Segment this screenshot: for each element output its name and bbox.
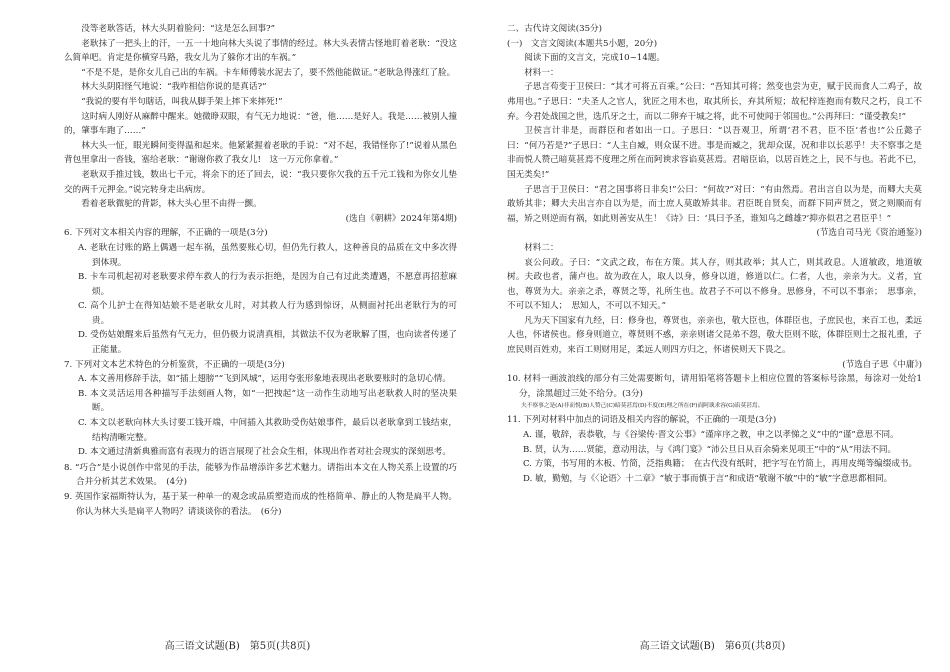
story-paragraph: 这时病人刚好从麻醉中醒来。她微睁双眼，有气无力地说：“爸，他……是好人。我是……被别人撞的，肇事车跑了……”	[64, 111, 457, 137]
question-stem: 6. 下列对文本相关内容的理解，不正确的一项是(3分)	[64, 228, 268, 239]
option-b: B. 贤，认为……贤能，意动用法，与《鸿门宴》“沛公旦日从百余骑来见项王”中的“从”用法不同。	[523, 444, 897, 455]
section-heading: 二、古代诗文阅读(35分)	[507, 24, 602, 34]
option-b: B. 本文灵活运用各种描写手法刻画人物，如“一把拽起”这一动作生动地写出老耿救人时的坚决果断。	[78, 388, 457, 414]
material-1-paragraph: 卫侯言计非是，而群臣和者如出一口。子思曰：“以吾观卫，所谓‘君不君，臣不臣’者也!”公丘懿子曰：“何乃若是?”子思曰：“人主自臧，则众谋不进。事是而臧之，犹却众谋，况和非以长恶乎！夫不察事之是非而悦人赞己暗莫甚焉不度理之所在而阿谀求容谄莫甚焉。君暗臣谄，以居百姓之上，民不与也。若此不已，国无类矣!”	[507, 126, 922, 180]
story-paragraph: “不是不是，是你女儿自己出的车祸。卡车师傅装水泥去了，要不然他能做证。”老耿急得涨红了脸。	[81, 67, 456, 78]
story-paragraph: 老耿双手推过钱，数出七千元，将余下的还了回去，说：“我只要你欠我的五千元工钱和为你女儿垫交的两千元押金。”说完转身走出病房。	[64, 169, 457, 195]
option-a: A. 谨，敬辞，表恭敬，与《谷梁传·晋文公事》“谨庠序之教，申之以孝悌之义”中的“谨”意思不同。	[523, 430, 899, 441]
question-11	[507, 413, 922, 486]
subsection-heading: (一) 文言文阅读(本题共5小题，20分)	[507, 38, 658, 49]
question-8: 8. “巧合”是小说创作中常见的手法，能够为作品增添许多艺术魅力。请指出本文在人物关系上设置的巧合并分析其艺术效果。 (4分)	[64, 462, 457, 488]
option-a: A. 老耿在讨账的路上偶遇一起车祸，虽然要账心切，但仍先行救人，这种善良的品质在文中多次得到体现。	[78, 242, 457, 268]
story-paragraph: 老耿抹了一把头上的汗，一五一十地向林大头说了事情的经过。林大头表情古怪地盯着老耿：“没这么简单吧。肯定是你横穿马路，我女儿为了躲你才出的车祸。”	[64, 38, 457, 64]
question-6	[64, 226, 457, 357]
material-2-paragraph: 凡为天下国家有九经，曰：修身也，尊贤也，亲亲也，敬大臣也，体群臣也，子庶民也，来百工也，柔远人也，怀诸侯也。修身则道立，尊贤则不惑，亲亲则诸父昆弟不怨，敬大臣则不眩，体群臣则士之报礼重，子庶民则百姓劝，来百工则财用足，柔远人则四方归之，怀诸侯则天下畏之。	[507, 315, 922, 356]
story-paragraph: 没等老耿答话，林大头阴着脸问：“这是怎么回事?”	[81, 24, 276, 34]
material-2-source: (节选自子思《中庸》)	[842, 359, 922, 370]
option-b: B. 卡车司机起初对老耿要求停车救人的行为表示拒绝，是因为自己有过此类遭遇，不愿意再招惹麻烦。	[78, 272, 457, 297]
option-d: D. 敏，勤勉，与《〈论语〉十二章》“敏于事而慎于言”和成语“敬谢不敏”中的“敏”字意思都相同。	[523, 473, 893, 484]
option-d: D. 受伤姑娘醒来后虽然有气无力，但仍极力说清真相，其做法不仅为老耿解了围，也向读者传递了正能量。	[78, 330, 457, 356]
material-1-paragraph: 子思言于卫侯曰：“君之国事将日非矣!”公曰：“何故?”对曰：“有由然焉。君出言自以为是，而卿大夫莫敢矫其非；卿大夫出言亦自以为是，而士庶人莫敢矫其非。君臣既自贤矣，而群下同声贤之，贤之则顺而有福，矫之则逆而有祸，如此则善安从生！《诗》曰：‘具曰予圣，谁知乌之雌雄?’抑亦似君之君臣乎！”	[507, 184, 922, 224]
page-footer-right: 高三语文试题(B) 第6页(共8页)	[639, 641, 786, 652]
material-2-label: 材料二：	[524, 242, 559, 253]
question-10: 10. 材料一画波浪线的部分有三处需要断句，请用铅笔将答题卡上相应位置的答案标号涂黑，每涂对一处给1分，涂黑超过三处不给分。(3分)	[507, 374, 922, 399]
option-d: D. 本文通过清新典雅而富有表现力的语言展现了社会众生相，体现出作者对社会现实的深刻思考。	[78, 447, 451, 458]
page-right	[475, 0, 950, 672]
question-stem: 11. 下列对材料中加点的词语及相关内容的解说，不正确的一项是(3分)	[507, 415, 777, 426]
material-2-paragraph: 哀公问政。子曰：“文武之政，布在方策。其人存，则其政举；其人亡，则其政息。人道敏政，地道敏树。夫政也者，蒲卢也。故为政在人，取人以身，修身以道，修道以仁。仁者，人也，亲亲为大。义者，宜也，尊贤为大。亲亲之杀，尊贤之等，礼所生也。故君子不可以不修身。思修身，不可以不事亲； 思事亲，不可以不知人； 思知人，不可以不知天。”	[507, 257, 922, 312]
story-paragraph: “我说的要有半句瞎话，叫我从脚手架上摔下来摔死!”	[81, 96, 283, 107]
option-c: C. 高个儿护士在得知姑娘不是老耿女儿时，对其救人行为感到惊讶，从侧面衬托出老耿行为的可贵。	[78, 301, 457, 326]
story-source: (选自《朝耕》2024年第4期)	[345, 213, 457, 224]
option-c: C. 方策，书写用的木板、竹简，泛指典籍； 在古代没有纸时，把字写在竹简上，再用皮绳等编缀成书。	[523, 459, 918, 470]
material-1-label: 材料一：	[524, 67, 559, 78]
option-c: C. 本文以老耿向林大头讨要工钱开端，中间插入其救助受伤姑娘事件，最后以老耿拿到工钱结束，结构清晰完整。	[78, 418, 457, 443]
instruction: 阅读下面的文言文，完成10~14题。	[524, 53, 665, 64]
page-footer-left: 高三语文试题(B) 第5页(共8页)	[164, 641, 311, 652]
question-9: 9. 英国作家福斯特认为，基于某一种单一的观念或品质塑造而成的性格简单、静止的人物是扁平人物。你认为林大头是扁平人物吗？请谈谈你的看法。 (6分)	[64, 492, 457, 517]
story-paragraph: 看着老耿微驼的背影，林大头心里不由得一颤。	[81, 199, 262, 210]
material-1-paragraph: 子思言苟变于卫侯曰：“其才可将五百乘。”公曰：“吾知其可将；然变也尝为吏，赋于民而食人二鸡子，故弗用也。”子思曰：“夫圣人之官人，犹匠之用木也，取其所长，弃其所短；故杞梓连抱而有数尺之朽，良工不弃。今君处战国之世，选爪牙之士，而以二卵弃干城之将，此不可使闻于邻国也。”公再拜曰：“谨受教矣!”	[507, 82, 922, 122]
question-10-options: 夫不察事之是(A)非而悦(B)人赞己(C)暗莫甚焉(D)不度(E)理之所在(F)而阿谀求容(G)谄莫甚焉。	[521, 403, 764, 410]
story-paragraph: 林大头一怔，眼光瞬间变得温和起来。他紧紧握着老耿的手说：“对不起，我错怪你了!”说着从黑色背包里拿出一沓钱，塞给老耿：“谢谢你救了我女儿! 这一万元你拿着。”	[64, 140, 457, 166]
option-a: A. 本文善用修辞手法，如“插上翅膀”“飞到风城”，运用夸张形象地表现出老耿要账时的急切心情。	[78, 374, 451, 385]
story-paragraph: 林大头阴阳怪气地说：“我咋相信你说的是真话?”	[81, 82, 267, 93]
question-7	[64, 358, 457, 460]
material-1-source: (节选自司马光《资治通鉴》)	[816, 228, 922, 239]
question-stem: 7. 下列对文本艺术特色的分析鉴赏，不正确的一项是(3分)	[64, 359, 285, 370]
